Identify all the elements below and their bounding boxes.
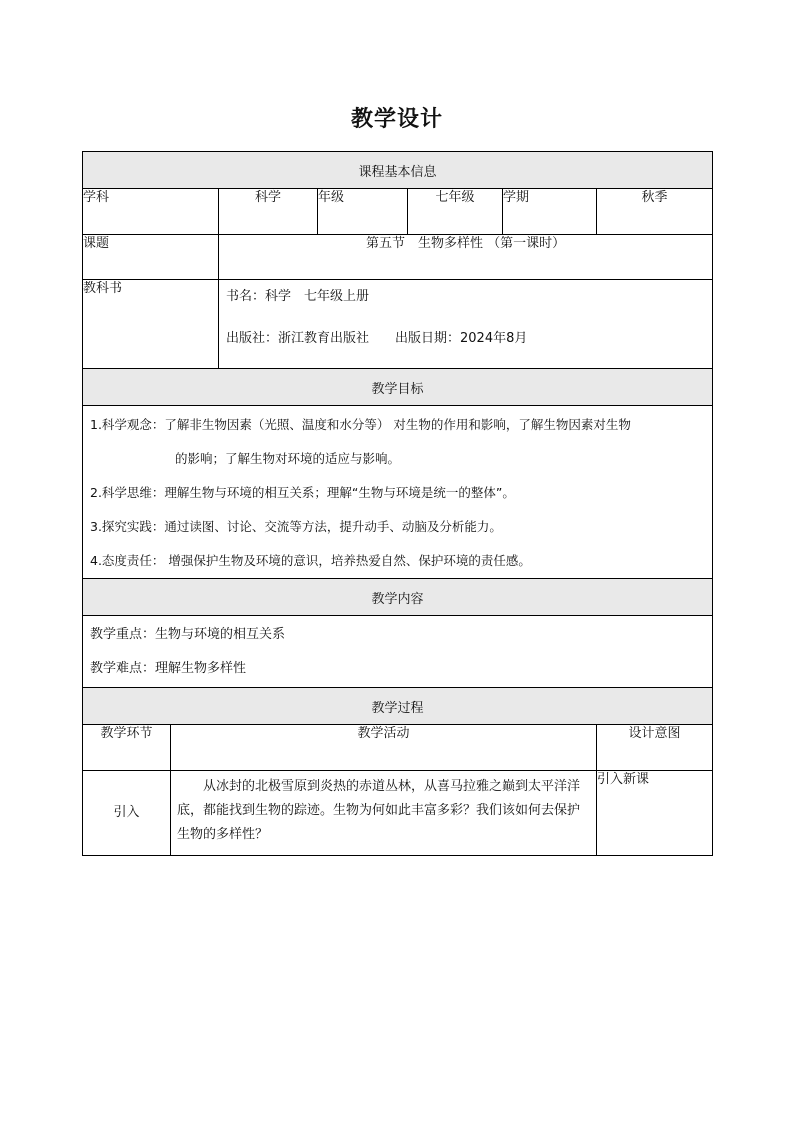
goal-item: 的影响；了解生物对环境的适应与影响。 [175,451,401,466]
subject-label: 学科 [83,189,219,235]
process-header: 教学过程 [83,688,713,725]
goals-header: 教学目标 [83,369,713,406]
col-stage-header: 教学环节 [83,725,171,771]
col-intent-header: 设计意图 [597,725,713,771]
topic-row [83,235,713,280]
goal-item: 1.科学观念：了解非生物因素（光照、温度和水分等） 对生物的作用和影响，了解生物因素对生物 [90,417,631,432]
goal-item: 2.科学思维：理解生物与环境的相互关系；理解“生物与环境是统一的整体”。 [90,485,515,500]
goal-item: 4.态度责任： 增强保护生物及环境的意识，培养热爱自然、保护环境的责任感。 [90,553,531,568]
process-header-row [83,688,713,725]
grade-label: 年级 [318,189,408,235]
grade-value: 七年级 [408,189,503,235]
subject-value: 科学 [219,189,318,235]
stage-cell: 引入 [83,771,171,856]
content-row [83,616,713,688]
goals-header-row [83,369,713,406]
book-name: 书名：科学 七年级上册 [226,289,370,304]
term-label: 学期 [503,189,597,235]
lesson-plan-table [82,151,713,856]
intent-cell: 引入新课 [597,771,713,856]
content-header-row [83,579,713,616]
difficulty: 教学难点：理解生物多样性 [90,661,247,676]
subject-row [83,189,713,235]
topic-label: 课题 [83,235,219,280]
page-title: 教学设计 [350,107,443,132]
textbook-row [83,280,713,369]
process-column-headers [83,725,713,771]
content-header: 教学内容 [83,579,713,616]
textbook-label: 教科书 [83,280,219,369]
col-activity-header: 教学活动 [171,725,597,771]
basic-info-header-row [83,152,713,189]
goal-item: 3.探究实践：通过读图、讨论、交流等方法，提升动手、动脑及分析能力。 [90,519,502,534]
key-point: 教学重点：生物与环境的相互关系 [90,627,286,642]
goals-row [83,406,713,579]
publisher-info: 出版社：浙江教育出版社 出版日期：2024年8月 [226,331,528,346]
process-row [83,771,713,856]
term-value: 秋季 [597,189,713,235]
topic-value: 第五节 生物多样性 （第一课时） [219,235,713,280]
activity-cell: 从冰封的北极雪原到炎热的赤道丛林，从喜马拉雅之巅到太平洋洋底，都能找到生物的踪迹。生物为何如此丰富多彩？我们该如何去保护生物的多样性？ [171,771,597,856]
basic-info-header: 课程基本信息 [83,152,713,189]
